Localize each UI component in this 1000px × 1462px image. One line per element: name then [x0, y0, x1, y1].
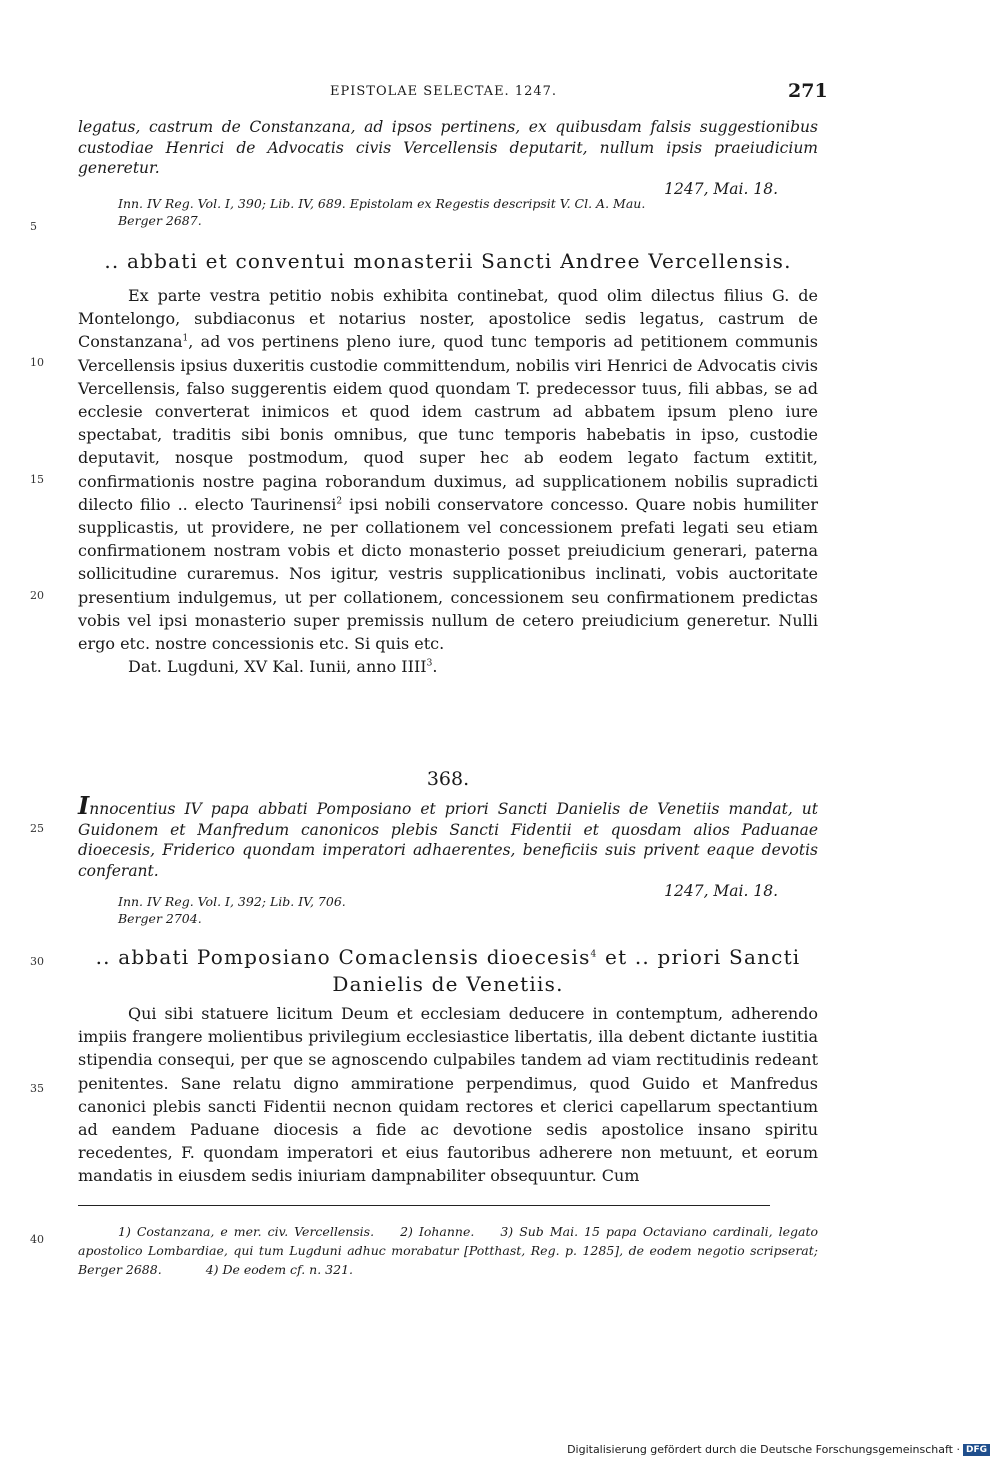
line-number: 40 [30, 1233, 44, 1246]
line-number: 30 [30, 955, 44, 968]
document-1-summary [78, 117, 818, 199]
summary-text: legatus, castrum de Constanzana, ad ipsos pertinens, ex quibusdam falsis suggestionibus custodiae Henrici de Advocatis civis Vercellensis deputarit, nullum ipsis praeiudicium generetur. [78, 118, 818, 177]
document-1-source [78, 195, 858, 229]
summary-date: 1247, Mai. 18. [664, 179, 778, 198]
document-2-body [78, 1002, 818, 1188]
letter-text: Qui sibi statuere licitum Deum et ecclesiam deducere in contemptum, adherendo impiis frangere molientibus privilegium ecclesiastice libertatis, illa debent dictante iustitia stipendia consequi, per que se agnoscendo culpabiles tandem ad viam rectitudinis redeant penitentes. Sane relatu digno ammiratione perpendimus, quod Guido et Manfredus canonici plebis sancti Fidentii necnon quidam rectores et clerici capellarum spectantium ad eandem Paduane diocesis a fide ac devotione sedis apostolice insano spiritu recedentes, F. quondam imperatori et eius fautoribus adherere non metuunt, et eorum mandatis in eiusdem sedis iniuriam dampnabiliter obsequuntur. Cum [78, 1004, 818, 1186]
page-number: 271 [788, 80, 828, 102]
footnote-ref: 3 [426, 658, 433, 669]
footnote: 2) Iohanne. [400, 1224, 475, 1239]
running-head: EPISTOLAE SELECTAE. 1247. [330, 84, 558, 99]
document-2-address: .. abbati Pomposiano Comaclensis dioecesis$^4$ et .. priori Sancti Danielis de Venetiis. [95, 945, 801, 996]
line-number: 5 [30, 220, 37, 233]
credit-text: Digitalisierung gefördert durch die Deutsche Forschungsgemeinschaft · [567, 1443, 960, 1456]
line-number: 15 [30, 473, 44, 486]
digitization-credit [567, 1443, 990, 1456]
footnote: 3) Sub Mai. 15 papa Octaviano cardinali, legato apostolico Lombardiae, qui tum Lugduni adhuc morabatur [Potthast, Reg. p. 1285], de eodem negotio scripserat; Berger 2688. [78, 1224, 818, 1277]
footnote: 4) De eodem cf. n. 321. [205, 1262, 353, 1277]
document-2-summary [78, 791, 818, 902]
line-number: 35 [30, 1082, 44, 1095]
footnote-ref: 2 [336, 496, 343, 507]
document-number: 368. [426, 768, 470, 790]
source-line: Berger 2704. [118, 911, 202, 926]
footnote: 1) Costanzana, e mer. civ. Vercellensis. [118, 1224, 375, 1239]
line-number: 25 [30, 822, 44, 835]
source-line: Inn. IV Reg. Vol. I, 390; Lib. IV, 689. Epistolam ex Regestis descripsit V. Cl. A. Mau. [118, 196, 646, 211]
document-1-body [78, 284, 818, 678]
document-2-source [78, 893, 858, 927]
initial-letter: I [78, 791, 90, 820]
footnote-rule [78, 1205, 770, 1206]
source-line: Inn. IV Reg. Vol. I, 392; Lib. IV, 706. [118, 894, 346, 909]
footnote-ref: 4 [590, 949, 598, 960]
summary-date: 1247, Mai. 18. [664, 882, 778, 900]
line-number: 20 [30, 589, 44, 602]
document-1-address: .. abbati et conventui monasterii Sancti Andree Vercellensis. [104, 249, 792, 273]
footnote-ref: 1 [182, 334, 189, 345]
source-line: Berger 2687. [118, 213, 202, 228]
datum-line: Dat. Lugduni, XV Kal. Iunii, anno IIII$^3$. [128, 657, 438, 677]
summary-text: Innocentius IV papa abbati Pomposiano et priori Sancti Danielis de Venetiis mandat, ut Guidonem et Manfredum canonicos plebis Sancti Fidentii et quosdam alios Paduanae dioecesis, Friderico quondam imperatori adhaerentes, beneficiis suis privent eaque devotis conferant. [78, 791, 818, 880]
dfg-logo: DFG [963, 1444, 990, 1456]
letter-text: Ex parte vestra petitio nobis exhibita continebat, quod olim dilectus filius G. de Montelongo, subdiaconus et notarius noster, apostolice sedis legatus, castrum de Constanzana$^1$, ad vos pertinens pleno iure, quod tunc temporis ad petitionem communis Vercellensis ipsius duxeritis custodie committendum, nobilis viri Henrici de Advocatis civis Vercellensis, falso suggerentis eidem quod quondam T. predecessor tuus, fili abbas, se ad ecclesie converterat inimicos et quod idem castrum ad abbatem ipsum pleno iure spectabat, traditis sibi bonis omnibus, que tunc temporis habebatis in ipso, custodie deputavit, nosque postmodum, quod super hec ab eodem legato factum extitit, confirmationis nostre pagina roborandum duximus, ad supplicationem nobilis supradicti dilecto filio .. electo Taurinensi$^2$ ipsi nobili conservatore concesso. Quare nobis humiliter supplicastis, ut providere, ne per collationem vel concessionem prefati legati seu etiam confirmationem nostram vobis et dicto monasterio posset preiudicium generari, paterna sollicitudine curaremus. Nos igitur, vestris supplicationibus inclinati, vobis auctoritate presentium indulgemus, ut per collationem, concessionem seu confirmationem predictas vobis vel ipsi monasterio super premissis nullum de cetero preiudicium generetur. Nulli ergo etc. nostre concessionis etc. Si quis etc. [78, 286, 819, 654]
line-number: 10 [30, 356, 44, 369]
footnotes [78, 1222, 818, 1279]
